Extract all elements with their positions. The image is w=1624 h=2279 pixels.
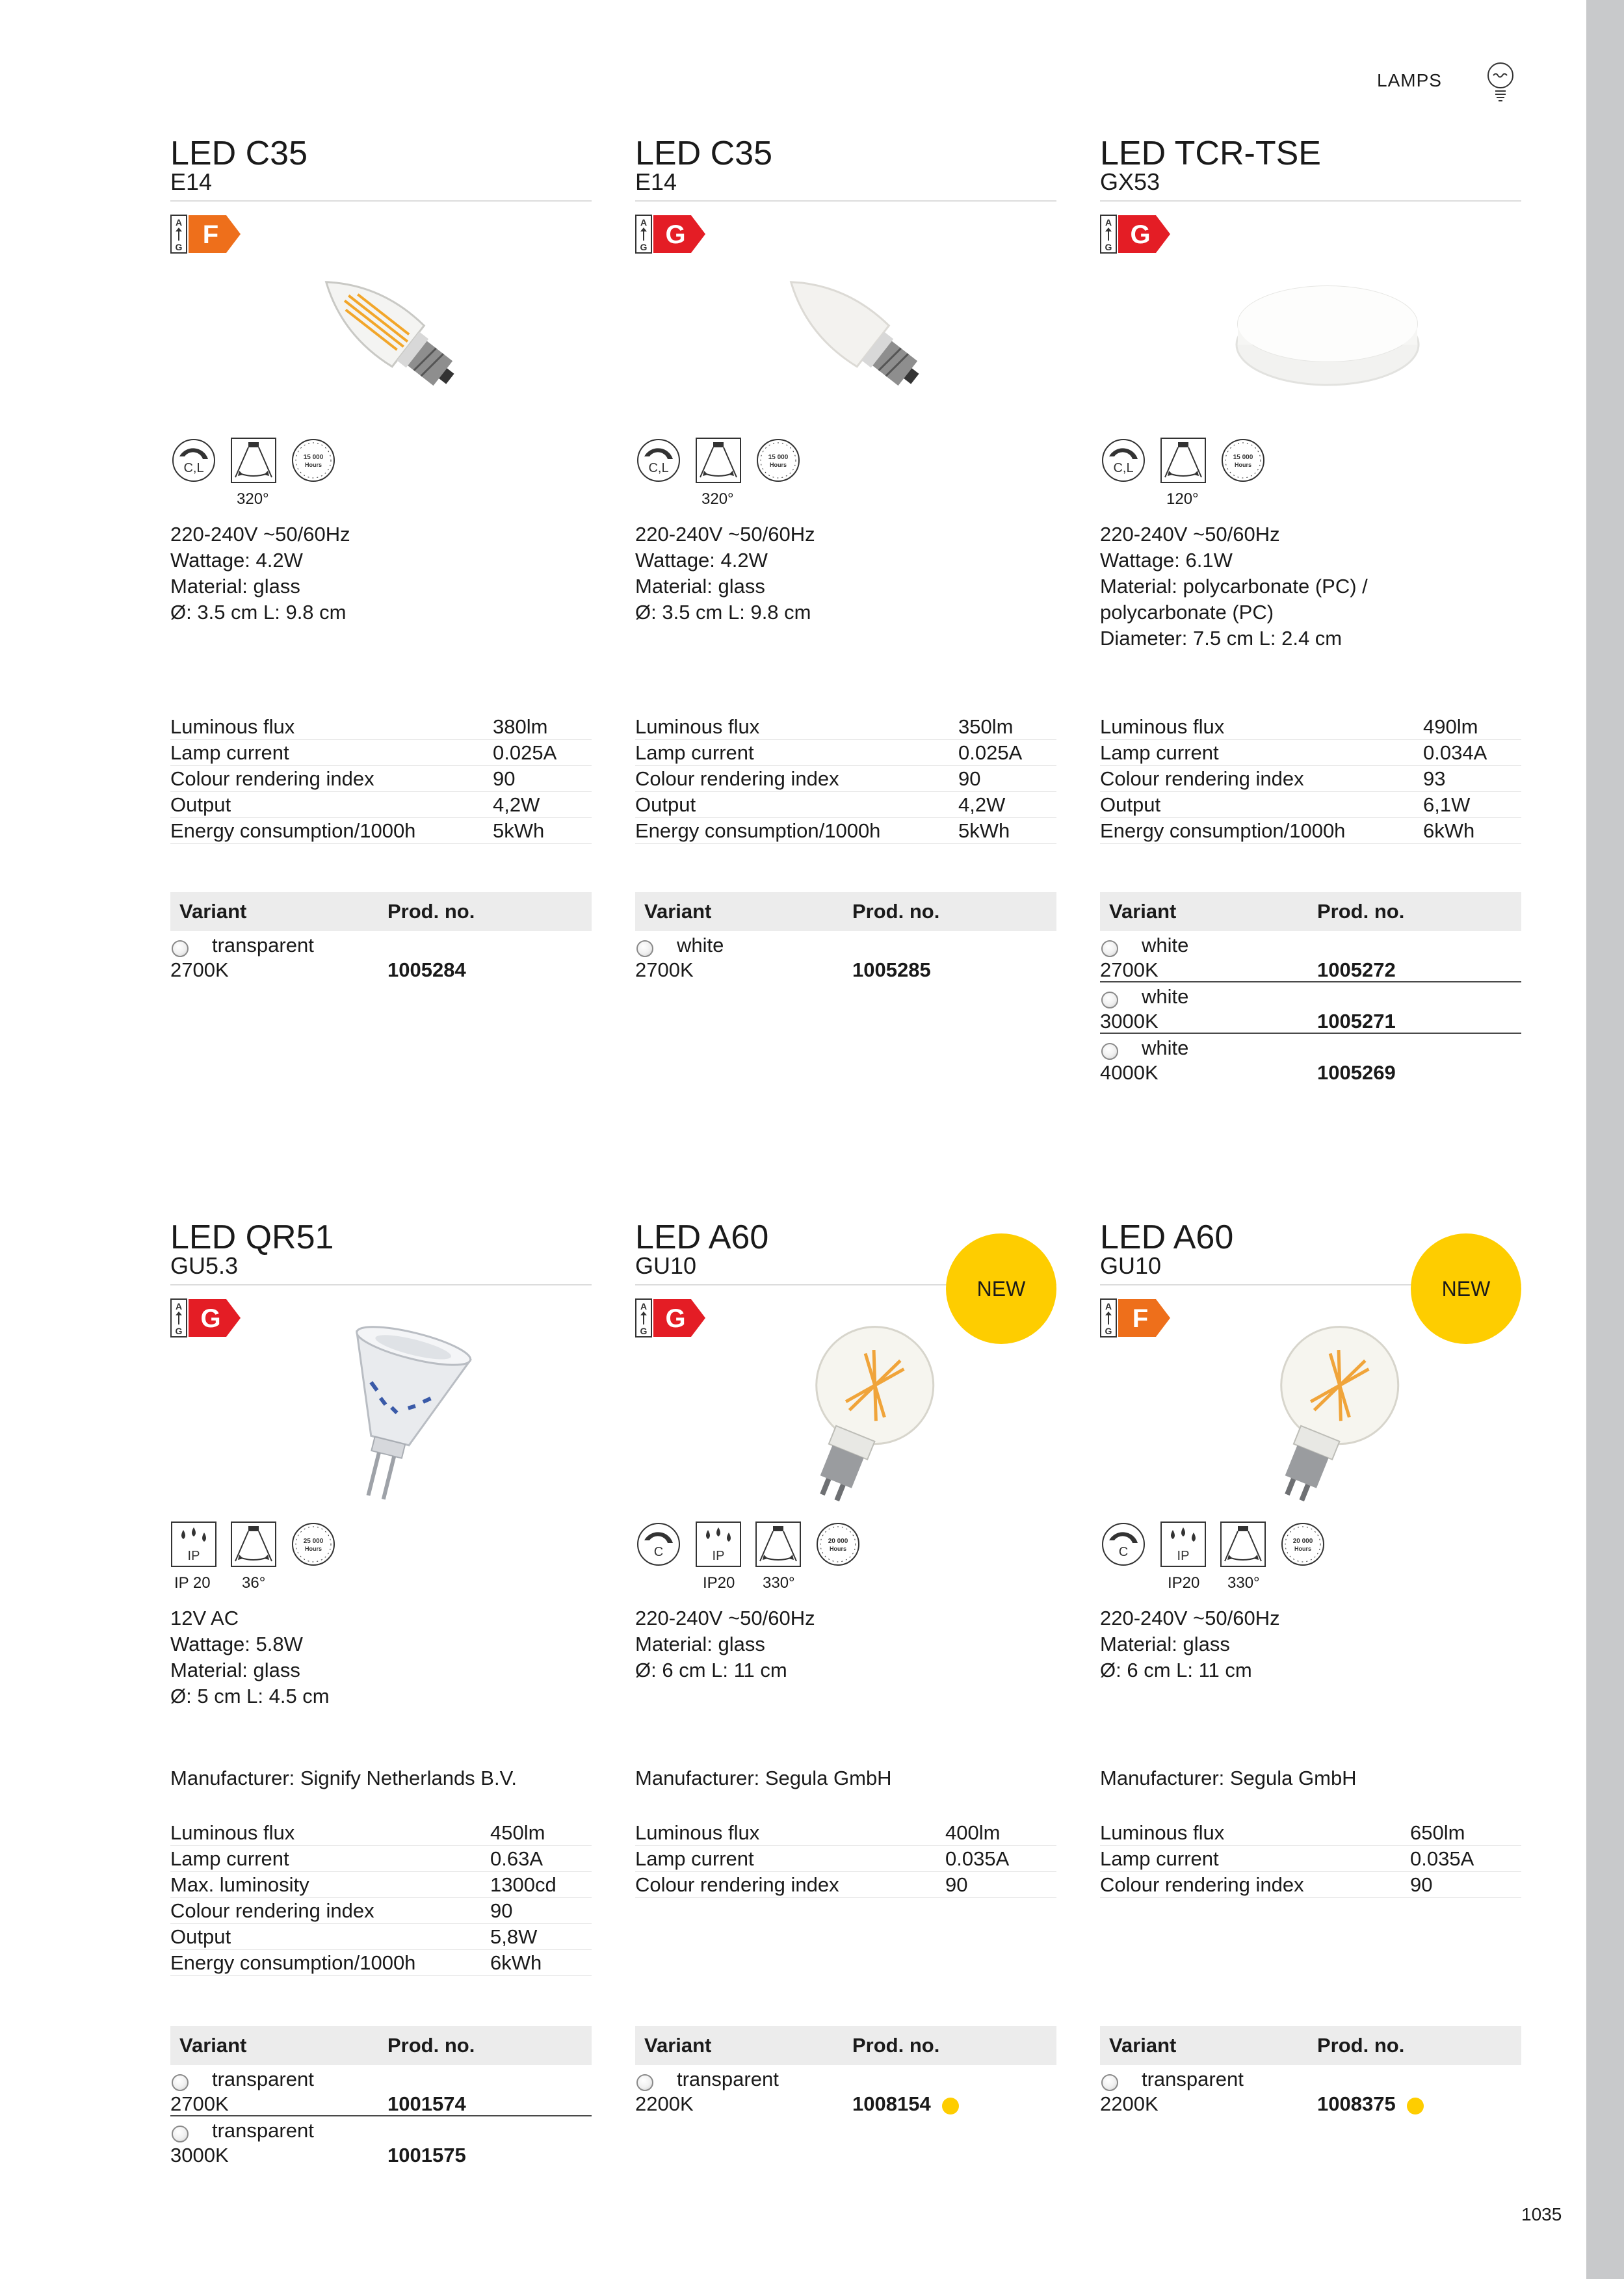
desc-line: Material: polycarbonate (PC) / [1100, 575, 1368, 598]
variant-name: transparent [1142, 2068, 1244, 2090]
variant-name: transparent [212, 2068, 314, 2090]
spec-value: 0.035A [1410, 1847, 1474, 1870]
spec-key: Colour rendering index [1100, 1873, 1304, 1896]
spec-value: 0.63A [490, 1847, 544, 1870]
colour-temperature: 2200K [1100, 2092, 1159, 2115]
spec-row [635, 714, 1056, 740]
energy-label-icon [1100, 1298, 1172, 1337]
spec-row [170, 766, 592, 792]
product-number: 1005272 [1317, 958, 1396, 981]
product-number: 1008375 [1317, 2092, 1396, 2115]
beam-angle-icon [1220, 1521, 1266, 1568]
svg-text:A: A [1105, 1301, 1112, 1311]
spec-value: 1300cd [490, 1873, 557, 1896]
colour-temperature: 2700K [635, 958, 694, 981]
spec-value: 5kWh [493, 819, 545, 842]
spec-table [635, 1820, 1056, 1898]
svg-text:G: G [1105, 1326, 1112, 1336]
spec-row [635, 792, 1056, 818]
desc-line: 220-240V ~50/60Hz [635, 523, 815, 546]
product-title: LED C35 [170, 135, 308, 172]
lifetime-icon [1279, 1521, 1326, 1568]
spec-row [635, 766, 1056, 792]
new-badge: NEW [946, 1233, 1056, 1344]
product-socket: GU5.3 [170, 1252, 239, 1279]
lifetime-icon [755, 437, 802, 484]
desc-line: Material: glass [635, 575, 765, 598]
spec-key: Energy consumption/1000h [170, 1951, 416, 1974]
beam-angle-icon [230, 1521, 277, 1568]
desc-line: 220-240V ~50/60Hz [635, 1607, 815, 1629]
variant-row[interactable] [1100, 931, 1521, 982]
spec-row [170, 1924, 592, 1950]
svg-text:Hours: Hours [304, 462, 322, 468]
spec-table [170, 1820, 592, 1976]
product-number: 1005285 [852, 958, 931, 981]
description [1100, 1605, 1521, 1683]
desc-line: 220-240V ~50/60Hz [1100, 523, 1280, 546]
desc-line: Wattage: 5.8W [170, 1633, 303, 1655]
spec-key: Colour rendering index [635, 1873, 839, 1896]
colour-temperature: 4000K [1100, 1061, 1159, 1084]
variant-header [635, 2026, 1056, 2065]
variant-row[interactable] [170, 931, 592, 982]
variant-table [1100, 892, 1521, 1085]
beam-angle-caption: 320° [701, 490, 734, 508]
desc-line: Ø: 3.5 cm L: 9.8 cm [635, 601, 811, 624]
spec-row [1100, 1820, 1521, 1846]
variant-header [635, 892, 1056, 931]
product-socket: E14 [170, 168, 213, 195]
spec-value: 4,2W [493, 793, 540, 816]
svg-text:C: C [1118, 1545, 1129, 1559]
spec-table [635, 714, 1056, 844]
energy-label-icon [170, 215, 242, 254]
spec-value: 90 [490, 1899, 513, 1922]
svg-text:C,L: C,L [1113, 461, 1134, 475]
spec-row [170, 740, 592, 766]
svg-text:G: G [640, 1326, 648, 1336]
variant-name: transparent [212, 934, 314, 956]
spec-key: Output [170, 1925, 231, 1948]
variant-table [170, 892, 592, 982]
variant-header [170, 2026, 592, 2065]
spec-key: Colour rendering index [170, 1899, 374, 1922]
bulb-photo [733, 228, 993, 442]
lamp-photo [1198, 228, 1458, 442]
colour-temperature: 2700K [170, 2092, 229, 2115]
energy-class-letter: G [665, 220, 686, 249]
desc-line: 220-240V ~50/60Hz [1100, 1607, 1280, 1629]
svg-text:IP: IP [1177, 1549, 1190, 1563]
energy-class-letter: G [200, 1304, 221, 1333]
product-title: LED A60 [1100, 1219, 1234, 1256]
spec-key: Luminous flux [170, 1821, 295, 1844]
desc-line: Material: glass [170, 1659, 300, 1681]
prod-no-col-header: Prod. no. [852, 900, 940, 923]
spec-table [1100, 1820, 1521, 1898]
spec-row [1100, 1872, 1521, 1898]
spec-value: 6,1W [1423, 793, 1471, 816]
spec-row [635, 1846, 1056, 1872]
ip-rating-icon [695, 1521, 742, 1568]
page-number: 1035 [1521, 2204, 1562, 2224]
svg-text:Hours: Hours [1234, 462, 1252, 468]
svg-text:20 000: 20 000 [828, 1538, 848, 1545]
desc-line: Material: glass [635, 1633, 765, 1655]
title-divider [1100, 200, 1521, 202]
finish-swatch-icon [636, 940, 653, 957]
finish-swatch-icon [172, 2126, 189, 2142]
spec-key: Lamp current [635, 1847, 754, 1870]
spec-value: 5,8W [490, 1925, 538, 1948]
spec-row [170, 1846, 592, 1872]
spec-key: Lamp current [1100, 741, 1219, 764]
svg-text:IP: IP [187, 1549, 200, 1563]
variant-name: white [1142, 985, 1189, 1008]
svg-text:15 000: 15 000 [303, 454, 324, 461]
beam-angle-icon [230, 437, 277, 484]
desc-line: Wattage: 6.1W [1100, 549, 1233, 572]
spec-row [170, 1898, 592, 1924]
variant-col-header: Variant [179, 900, 247, 923]
variant-name: white [1142, 1036, 1189, 1059]
variant-table [635, 892, 1056, 982]
description [170, 521, 592, 626]
prod-no-col-header: Prod. no. [387, 2034, 475, 2057]
variant-table [635, 2026, 1056, 2116]
lifetime-icon [1220, 437, 1266, 484]
energy-label-icon [635, 215, 707, 254]
svg-text:Hours: Hours [304, 1546, 322, 1552]
spec-value: 0.035A [945, 1847, 1010, 1870]
spec-value: 450lm [490, 1821, 545, 1844]
spec-value: 0.034A [1423, 741, 1487, 764]
spec-key: Lamp current [170, 1847, 289, 1870]
spec-value: 6kWh [1423, 819, 1475, 842]
bulb-photo [1198, 1311, 1458, 1526]
spec-value: 90 [958, 767, 981, 790]
energy-label-icon [170, 1298, 242, 1337]
desc-line: Material: glass [1100, 1633, 1230, 1655]
spec-value: 490lm [1423, 715, 1478, 738]
spec-row [170, 1950, 592, 1976]
spec-key: Lamp current [635, 741, 754, 764]
description [1100, 521, 1521, 652]
spec-key: Energy consumption/1000h [1100, 819, 1346, 842]
spec-key: Colour rendering index [635, 767, 839, 790]
spec-row [170, 1872, 592, 1898]
variant-row[interactable] [170, 2065, 592, 2116]
svg-text:C,L: C,L [183, 461, 204, 475]
variant-name: white [1142, 934, 1189, 956]
side-strip [1586, 0, 1624, 2279]
finish-swatch-icon [172, 940, 189, 957]
desc-line: Ø: 3.5 cm L: 9.8 cm [170, 601, 347, 624]
spec-value: 5kWh [958, 819, 1010, 842]
desc-line: Ø: 5 cm L: 4.5 cm [170, 1685, 330, 1707]
spec-key: Luminous flux [1100, 1821, 1225, 1844]
product-socket: GU10 [635, 1252, 697, 1279]
product-number: 1005269 [1317, 1061, 1396, 1084]
spec-value: 400lm [945, 1821, 1001, 1844]
svg-text:G: G [1105, 242, 1112, 252]
variant-name: transparent [677, 2068, 779, 2090]
title-divider [635, 200, 1056, 202]
svg-text:15 000: 15 000 [768, 454, 789, 461]
variant-col-header: Variant [1109, 2034, 1177, 2057]
beam-angle-caption: 330° [1227, 1574, 1260, 1592]
spec-row [1100, 792, 1521, 818]
spec-key: Max. luminosity [170, 1873, 309, 1896]
svg-text:A: A [175, 217, 183, 228]
variant-col-header: Variant [644, 900, 712, 923]
spec-value: 90 [493, 767, 516, 790]
product-socket: GU10 [1100, 1252, 1162, 1279]
variant-table [1100, 2026, 1521, 2116]
svg-text:IP: IP [712, 1549, 725, 1563]
spec-row [635, 1820, 1056, 1846]
ip-rating-icon [170, 1521, 217, 1568]
variant-col-header: Variant [179, 2034, 247, 2057]
variant-row[interactable] [1100, 2065, 1521, 2116]
svg-text:Hours: Hours [1294, 1546, 1312, 1552]
spec-value: 6kWh [490, 1951, 542, 1974]
prod-no-col-header: Prod. no. [1317, 900, 1405, 923]
beam-angle-icon [1160, 437, 1207, 484]
spec-key: Lamp current [170, 741, 289, 764]
variant-row[interactable] [635, 931, 1056, 982]
product-title: LED A60 [635, 1219, 769, 1256]
spec-key: Colour rendering index [170, 767, 374, 790]
svg-text:G: G [640, 242, 648, 252]
product-socket: GX53 [1100, 168, 1160, 195]
finish-swatch-icon [636, 2074, 653, 2091]
svg-text:C,L: C,L [648, 461, 669, 475]
lifetime-icon [290, 437, 337, 484]
lifetime-icon [290, 1521, 337, 1568]
spec-row [1100, 818, 1521, 844]
spec-key: Output [635, 793, 696, 816]
variant-row[interactable] [1100, 1034, 1521, 1085]
ip-rating-icon [1160, 1521, 1207, 1568]
new-indicator-icon [942, 2098, 959, 2114]
prod-no-col-header: Prod. no. [1317, 2034, 1405, 2057]
desc-line: Wattage: 4.2W [635, 549, 768, 572]
spec-row [170, 1820, 592, 1846]
spec-value: 380lm [493, 715, 548, 738]
variant-header [170, 892, 592, 931]
spec-key: Output [1100, 793, 1161, 816]
colour-temperature: 3000K [170, 2144, 229, 2167]
spec-key: Colour rendering index [1100, 767, 1304, 790]
svg-text:20 000: 20 000 [1292, 1538, 1313, 1545]
description [635, 1605, 1056, 1683]
svg-text:Hours: Hours [829, 1546, 847, 1552]
prod-no-col-header: Prod. no. [387, 900, 475, 923]
colour-temperature: 2200K [635, 2092, 694, 2115]
spec-key: Luminous flux [170, 715, 295, 738]
desc-line: polycarbonate (PC) [1100, 601, 1274, 624]
product-title: LED QR51 [170, 1219, 334, 1256]
spec-key: Luminous flux [635, 715, 760, 738]
feature-icons [1100, 437, 1521, 515]
description [170, 1605, 592, 1709]
spec-row [1100, 1846, 1521, 1872]
spec-row [1100, 766, 1521, 792]
variant-col-header: Variant [644, 2034, 712, 2057]
svg-text:15 000: 15 000 [1233, 454, 1253, 461]
spec-row [635, 1872, 1056, 1898]
dimmable-icon [635, 437, 682, 484]
title-divider [170, 200, 592, 202]
desc-line: Ø: 6 cm L: 11 cm [635, 1659, 787, 1681]
product-number: 1008154 [852, 2092, 931, 2115]
feature-icons [1100, 1521, 1521, 1599]
product-number: 1001575 [387, 2144, 466, 2167]
spec-value: 650lm [1410, 1821, 1465, 1844]
finish-swatch-icon [172, 2074, 189, 2091]
variant-row[interactable] [170, 2116, 592, 2168]
desc-line: Wattage: 4.2W [170, 549, 303, 572]
product-title: LED C35 [635, 135, 772, 172]
bulb-photo [733, 1311, 993, 1526]
energy-class-letter: G [1130, 220, 1151, 249]
energy-label-icon [1100, 215, 1172, 254]
spec-value: 90 [1410, 1873, 1433, 1896]
spec-table [1100, 714, 1521, 844]
product-number: 1001574 [387, 2092, 466, 2115]
svg-text:G: G [175, 242, 183, 252]
new-indicator-icon [1407, 2098, 1424, 2114]
prod-no-col-header: Prod. no. [852, 2034, 940, 2057]
variant-table [170, 2026, 592, 2168]
manufacturer: Manufacturer: Segula GmbH [1100, 1767, 1357, 1789]
energy-class-letter: G [665, 1304, 686, 1333]
manufacturer: Manufacturer: Signify Netherlands B.V. [170, 1767, 517, 1789]
title-divider [170, 1284, 592, 1285]
feature-icons [170, 1521, 592, 1599]
energy-class-letter: F [1132, 1304, 1149, 1333]
spec-value: 350lm [958, 715, 1014, 738]
energy-class-letter: F [202, 220, 219, 249]
spec-row [1100, 740, 1521, 766]
variant-col-header: Variant [1109, 900, 1177, 923]
desc-line: 12V AC [170, 1607, 239, 1629]
desc-line: Diameter: 7.5 cm L: 2.4 cm [1100, 627, 1342, 650]
spec-key: Luminous flux [1100, 715, 1225, 738]
manufacturer: Manufacturer: Segula GmbH [635, 1767, 892, 1789]
variant-header [1100, 892, 1521, 931]
colour-temperature: 2700K [1100, 958, 1159, 981]
svg-text:Hours: Hours [769, 462, 787, 468]
spec-value: 90 [945, 1873, 968, 1896]
spec-key: Energy consumption/1000h [635, 819, 881, 842]
spec-table [170, 714, 592, 844]
spec-key: Lamp current [1100, 1847, 1219, 1870]
colour-temperature: 3000K [1100, 1010, 1159, 1033]
beam-angle-caption: 36° [242, 1574, 266, 1592]
product-number: 1005271 [1317, 1010, 1396, 1033]
feature-icons [635, 1521, 1056, 1599]
spec-row [635, 740, 1056, 766]
beam-angle-caption: 330° [763, 1574, 795, 1592]
svg-text:25 000: 25 000 [303, 1538, 324, 1545]
feature-icons [635, 437, 1056, 515]
beam-angle-caption: 120° [1166, 490, 1199, 508]
variant-header [1100, 2026, 1521, 2065]
desc-line: Ø: 6 cm L: 11 cm [1100, 1659, 1252, 1681]
ip-caption: IP 20 [174, 1574, 211, 1592]
beam-angle-caption: 320° [237, 490, 269, 508]
non-dimmable-icon [635, 1521, 682, 1568]
spec-row [170, 818, 592, 844]
spec-row [170, 714, 592, 740]
spec-value: 0.025A [493, 741, 557, 764]
spec-row [170, 792, 592, 818]
description [635, 521, 1056, 626]
finish-swatch-icon [1101, 940, 1118, 957]
bulb-photo [268, 228, 528, 442]
finish-swatch-icon [1101, 2074, 1118, 2091]
section-label: LAMPS [1377, 70, 1442, 90]
variant-row[interactable] [635, 2065, 1056, 2116]
svg-text:A: A [640, 217, 648, 228]
svg-text:C: C [653, 1545, 664, 1559]
feature-icons [170, 437, 592, 515]
finish-swatch-icon [1101, 992, 1118, 1008]
energy-label-icon [635, 1298, 707, 1337]
spec-value: 93 [1423, 767, 1446, 790]
spec-value: 0.025A [958, 741, 1023, 764]
product-title: LED TCR-TSE [1100, 135, 1321, 172]
beam-angle-icon [755, 1521, 802, 1568]
svg-text:G: G [175, 1326, 183, 1336]
variant-name: transparent [212, 2119, 314, 2142]
svg-text:A: A [1105, 217, 1112, 228]
ip-caption: IP20 [1168, 1574, 1200, 1592]
colour-temperature: 2700K [170, 958, 229, 981]
variant-row[interactable] [1100, 982, 1521, 1034]
variant-name: white [677, 934, 724, 956]
spec-value: 4,2W [958, 793, 1006, 816]
bulb-icon [1484, 61, 1517, 104]
spec-row [635, 818, 1056, 844]
non-dimmable-icon [1100, 1521, 1147, 1568]
svg-text:A: A [175, 1301, 183, 1311]
beam-angle-icon [695, 437, 742, 484]
product-number: 1005284 [387, 958, 466, 981]
bulb-photo [268, 1311, 528, 1526]
spec-key: Output [170, 793, 231, 816]
desc-line: Material: glass [170, 575, 300, 598]
spec-row [1100, 714, 1521, 740]
spec-key: Energy consumption/1000h [170, 819, 416, 842]
svg-text:A: A [640, 1301, 648, 1311]
spec-key: Luminous flux [635, 1821, 760, 1844]
dimmable-icon [1100, 437, 1147, 484]
lifetime-icon [815, 1521, 861, 1568]
ip-caption: IP20 [703, 1574, 735, 1592]
desc-line: 220-240V ~50/60Hz [170, 523, 350, 546]
finish-swatch-icon [1101, 1043, 1118, 1060]
product-socket: E14 [635, 168, 677, 195]
new-badge: NEW [1411, 1233, 1521, 1344]
dimmable-icon [170, 437, 217, 484]
